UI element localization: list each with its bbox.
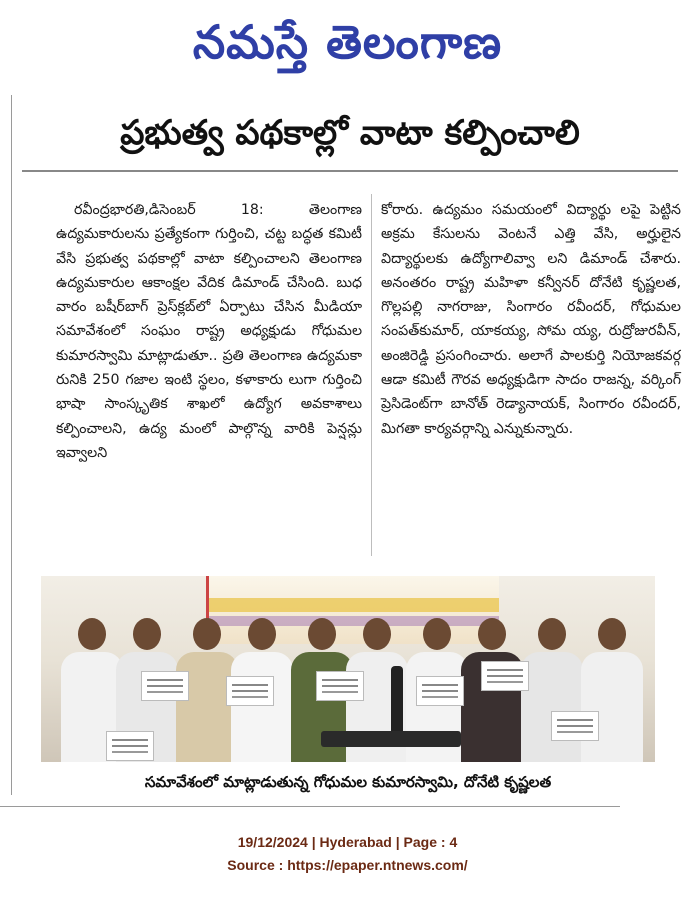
edition-info: 19/12/2024 | Hyderabad | Page : 4 [237, 834, 458, 850]
column-divider [371, 194, 372, 556]
placard [141, 671, 189, 701]
microphone-bank [321, 731, 461, 747]
microphone [391, 666, 403, 736]
article-column-left [56, 198, 362, 465]
newspaper-masthead: నమస్తే తెలంగాణ [192, 15, 503, 69]
article-photo [41, 576, 655, 762]
article-text-left: రవీంద్రభారతి,డిసెంబర్ 18: తెలంగాణ ఉద్యమకారులను ప్రత్యేకంగా గుర్తించి, చట్ట బద్ధత కమిటీ వేసి ప్రభుత్వ పథకాల్లో వాటా కల్పించాలని తెలంగాణ ఉద్యమకారుల ఆకాంక్షల వేదిక డిమాండ్ చేసింది. బుధ వారం బషీర్‌బాగ్ ప్రెస్‌క్లబ్‌లో ఏర్పాటు చేసిన మీడియా సమావేశంలో సంఘం రాష్ట్ర అధ్యక్షుడు గోధుమల కుమారస్వామి మాట్లాడుతూ.. ప్రతి తెలంగాణ ఉద్యమకా రునికి 250 గజాల ఇంటి స్థలం, కళాకారు లుగా గుర్తించి భాషా సాంస్కృతిక శాఖలో ఉద్యోగ అవకాశాలు కల్పించాలని, ఉద్య మంలో పాల్గొన్న వారికి పెన్షన్లు ఇవ్వాలని [56, 202, 362, 461]
placard [106, 731, 154, 761]
placard [481, 661, 529, 691]
placard [551, 711, 599, 741]
placard [416, 676, 464, 706]
bottom-rule [0, 806, 620, 807]
headline-divider [22, 170, 678, 172]
source-link[interactable]: Source : https://epaper.ntnews.com/ [227, 857, 468, 873]
placard [226, 676, 274, 706]
article-column-right [381, 198, 681, 441]
article-text-right: కోరారు. ఉద్యమం సమయంలో విద్యార్థు లపై పెట్టిన అక్రమ కేసులను వెంటనే ఎత్తి వేసి, అర్హులైన విద్యార్థులకు ఉద్యోగాలివ్వా లని డిమాండ్ చేశారు. అనంతరం రాష్ట్ర మహిళా కన్వీనర్ దోనేటి కృష్ణలత, గొల్లపల్లి నాగరాజు, సింగారం రవీందర్, గోధుమల సంపత్‌కుమార్, యాకయ్య, సోమ య్య, రుద్రోజురవీన్, అంజిరెడ్డి ప్రసంగించారు. అలాగే పాలకుర్తి నియోజకవర్గ ఆడా కమిటీ గౌరవ అధ్యక్షుడిగా సాదం రాజన్న, వర్కింగ్ ప్రెసిడెంట్‌గా బానోత్ రెడ్యానాయక్, సింగారం రవీందర్, మిగతా కార్యవర్గాన్ని ఎన్నుకున్నారు. [381, 202, 681, 437]
left-margin-rule [11, 95, 12, 795]
photo-caption: సమావేశంలో మాట్లాడుతున్న గోధుమల కుమారస్వామి, దోనేటి కృష్ణలత [144, 773, 552, 791]
placard [316, 671, 364, 701]
article-headline: ప్రభుత్వ పథకాల్లో వాటా కల్పించాలి [120, 113, 580, 153]
